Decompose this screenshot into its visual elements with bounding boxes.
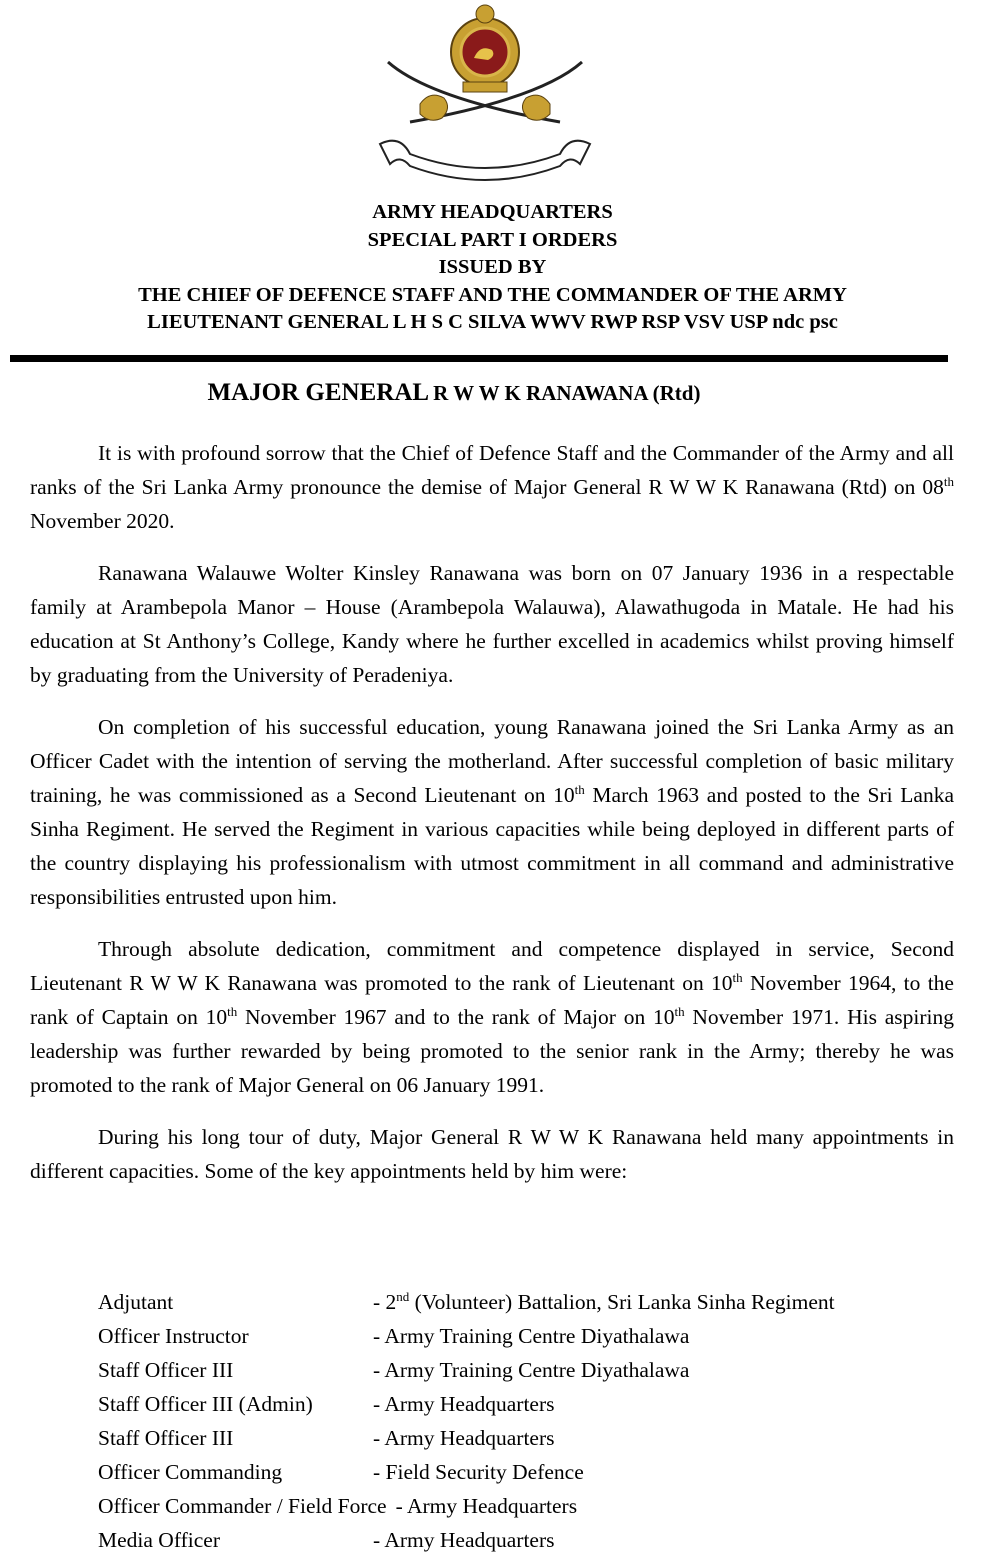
document-body — [30, 436, 954, 1206]
seal-emblem-icon — [451, 5, 519, 92]
title-rank: MAJOR GENERAL — [207, 379, 430, 406]
list-item: Staff Officer III - Army Training Centre Diyathalawa — [98, 1358, 690, 1382]
document-title — [0, 379, 908, 407]
lion-ornament-icon — [420, 95, 550, 120]
header-line-1: ARMY HEADQUARTERS — [372, 201, 613, 223]
header-line-5: LIEUTENANT GENERAL L H S C SILVA WWV RWP RSP VSV USP ndc psc — [147, 311, 838, 333]
header-line-3: ISSUED BY — [438, 256, 547, 278]
title-name: R W W K RANAWANA (Rtd) — [433, 381, 701, 405]
paragraph-3: On completion of his successful education, young Ranawana joined the Sri Lanka Army as an Officer Cadet with the intention of serving the motherland. After successful completion of basic military training, he was commissioned as a Second Lieutenant on 10th March 1963 and posted to the Sri Lanka Sinha Regiment. He served the Regiment in various capacities while being deployed in different parts of the country displaying his professionalism with utmost commitment in all command and administrative responsibilities entrusted upon him. — [30, 715, 954, 909]
list-item: Officer Instructor - Army Training Centre Diyathalawa — [98, 1324, 690, 1348]
appointments-list — [98, 1285, 978, 1557]
paragraph-2: Ranawana Walauwe Wolter Kinsley Ranawana was born on 07 January 1936 in a respectable family at Arambepola Manor – House (Arambepola Walauwa), Alawathugoda in Matale. He had his education at St Anthony’s College, Kandy where he further excelled in academics whilst proving himself by graduating from the University of Peradeniya. — [30, 561, 954, 687]
header-line-2: SPECIAL PART I ORDERS — [367, 228, 618, 251]
motto-banner-icon — [380, 141, 590, 180]
header-line-4: THE CHIEF OF DEFENCE STAFF AND THE COMMANDER OF THE ARMY — [138, 283, 847, 306]
paragraph-5: During his long tour of duty, Major General R W W K Ranawana held many appointments in different capacities. Some of the key appointments held by him were: — [30, 1125, 954, 1183]
list-item: Officer Commander / Field Force - Army Headquarters — [98, 1494, 578, 1518]
paragraph-4: Through absolute dedication, commitment and competence displayed in service, Second Lieutenant R W W K Ranawana was promoted to the rank of Lieutenant on 10th November 1964, to the rank of Captain on 10th November 1967 and to the rank of Major on 10th November 1971. His aspiring leadership was further rewarded by being promoted to the senior rank in the Army; thereby he was promoted to the rank of Major General on 06 January 1991. — [30, 937, 954, 1097]
list-item: Staff Officer III - Army Headquarters — [98, 1426, 555, 1450]
order-header — [0, 199, 985, 337]
army-crest-logo — [370, 4, 600, 194]
list-item: Staff Officer III (Admin) - Army Headquarters — [98, 1392, 555, 1416]
header-divider — [10, 355, 948, 362]
list-item: Adjutant - 2nd (Volunteer) Battalion, Sri Lanka Sinha Regiment — [98, 1288, 835, 1314]
paragraph-1: It is with profound sorrow that the Chief of Defence Staff and the Commander of the Army and all ranks of the Sri Lanka Army pronounce the demise of Major General R W W K Ranawana (Rtd) on 08th November 2020. — [30, 441, 954, 533]
list-item: Media Officer - Army Headquarters — [98, 1528, 555, 1552]
list-item: Officer Commanding - Field Security Defence — [98, 1460, 584, 1484]
